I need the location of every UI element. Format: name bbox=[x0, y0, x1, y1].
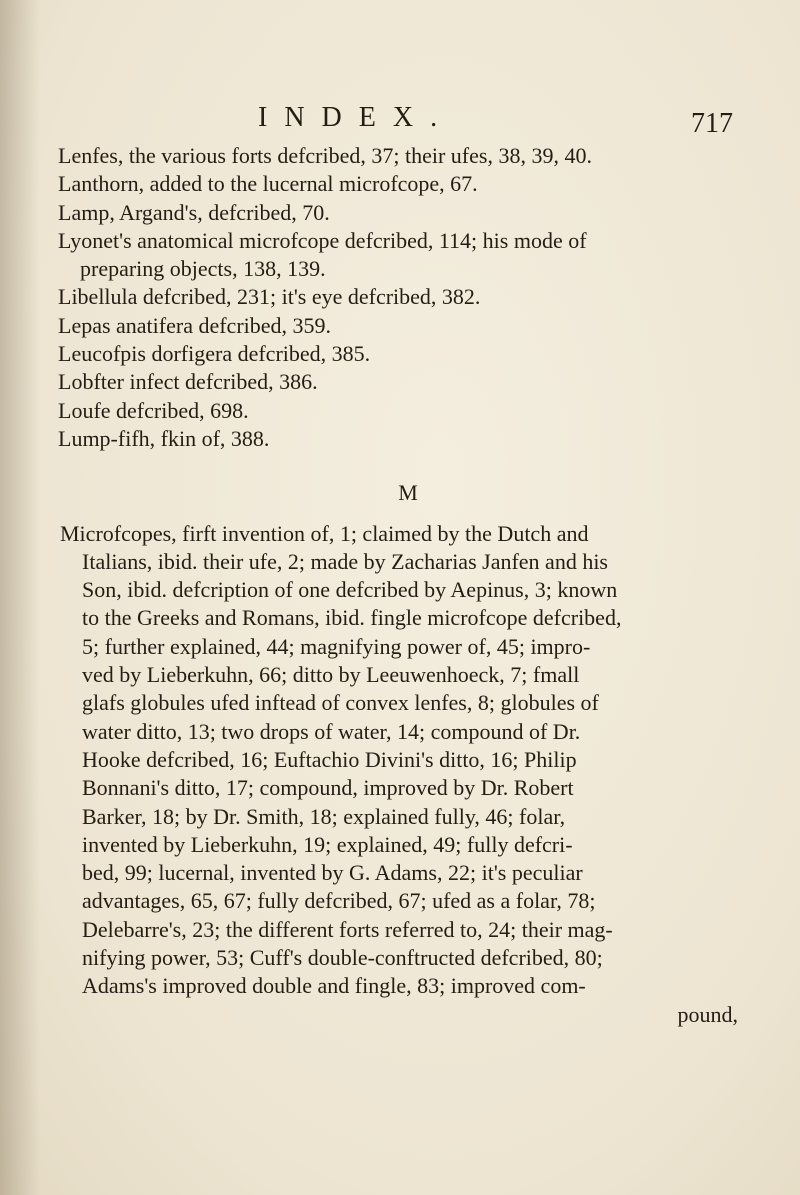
section-letter-m: M bbox=[398, 480, 418, 506]
index-body bbox=[60, 142, 750, 1029]
page-number: 717 bbox=[691, 108, 733, 139]
catchword: pound, bbox=[677, 1001, 738, 1027]
entry-lobster: Lobfter infect defcribed, 386. bbox=[58, 369, 318, 395]
microscopes-line: advantages, 65, 67; fully defcribed, 67; ufed as a folar, 78; bbox=[82, 888, 596, 914]
microscopes-line: water ditto, 13; two drops of water, 14; compound of Dr. bbox=[82, 718, 581, 744]
entry-lenses: Lenfes, the various forts defcribed, 37; their ufes, 38, 39, 40. bbox=[58, 143, 592, 168]
microscopes-line: Delebarre's, 23; the different forts referred to, 24; their mag- bbox=[82, 916, 613, 942]
entry-lyonet: Lyonet's anatomical microfcope defcribed, 114; his mode of bbox=[58, 227, 587, 253]
entry-lyonet-continued: preparing objects, 138, 139. bbox=[80, 256, 326, 282]
microscopes-line: to the Greeks and Romans, ibid. fingle microfcope defcribed, bbox=[82, 605, 622, 631]
microscopes-line: Hooke defcribed, 16; Euftachio Divini's ditto, 16; Philip bbox=[82, 746, 577, 772]
entry-libellula: Libellula defcribed, 231; it's eye defcribed, 382. bbox=[58, 284, 481, 310]
microscopes-line: Microfcopes, firft invention of, 1; claimed by the Dutch and bbox=[60, 520, 589, 546]
entry-lump-fish: Lump-fifh, fkin of, 388. bbox=[58, 425, 270, 451]
microscopes-line: nifying power, 53; Cuff's double-conftructed defcribed, 80; bbox=[82, 945, 603, 971]
microscopes-line: 5; further explained, 44; magnifying power of, 45; impro- bbox=[82, 633, 591, 659]
entry-microscopes bbox=[60, 520, 750, 1029]
running-header bbox=[0, 102, 800, 142]
entry-lepas: Lepas anatifera defcribed, 359. bbox=[58, 312, 332, 338]
microscopes-line: Barker, 18; by Dr. Smith, 18; explained fully, 46; folar, bbox=[82, 803, 566, 829]
microscopes-line: invented by Lieberkuhn, 19; explained, 49; fully defcri- bbox=[82, 831, 573, 857]
microscopes-line: glafs globules ufed inftead of convex lenfes, 8; globules of bbox=[82, 690, 599, 716]
microscopes-line: Son, ibid. defcription of one defcribed by Aepinus, 3; known bbox=[82, 577, 618, 603]
microscopes-line: Adams's improved double and fingle, 83; improved com- bbox=[82, 973, 586, 999]
entry-louse: Loufe defcribed, 698. bbox=[58, 397, 249, 423]
microscopes-line: Italians, ibid. their ufe, 2; made by Zacharias Janfen and his bbox=[82, 548, 608, 574]
microscopes-line: ved by Lieberkuhn, 66; ditto by Leeuwenhoeck, 7; fmall bbox=[82, 662, 580, 688]
microscopes-line: Bonnani's ditto, 17; compound, improved by Dr. Robert bbox=[82, 775, 574, 801]
entry-leucofpis: Leucofpis dorfigera defcribed, 385. bbox=[58, 341, 371, 367]
entry-lamp: Lamp, Argand's, defcribed, 70. bbox=[58, 199, 330, 225]
microscopes-line: bed, 99; lucernal, invented by G. Adams, 22; it's peculiar bbox=[82, 860, 583, 886]
entry-lanthorn: Lanthorn, added to the lucernal microfcope, 67. bbox=[58, 171, 478, 197]
binding-shadow bbox=[0, 0, 40, 1195]
index-title: INDEX. bbox=[258, 102, 455, 133]
